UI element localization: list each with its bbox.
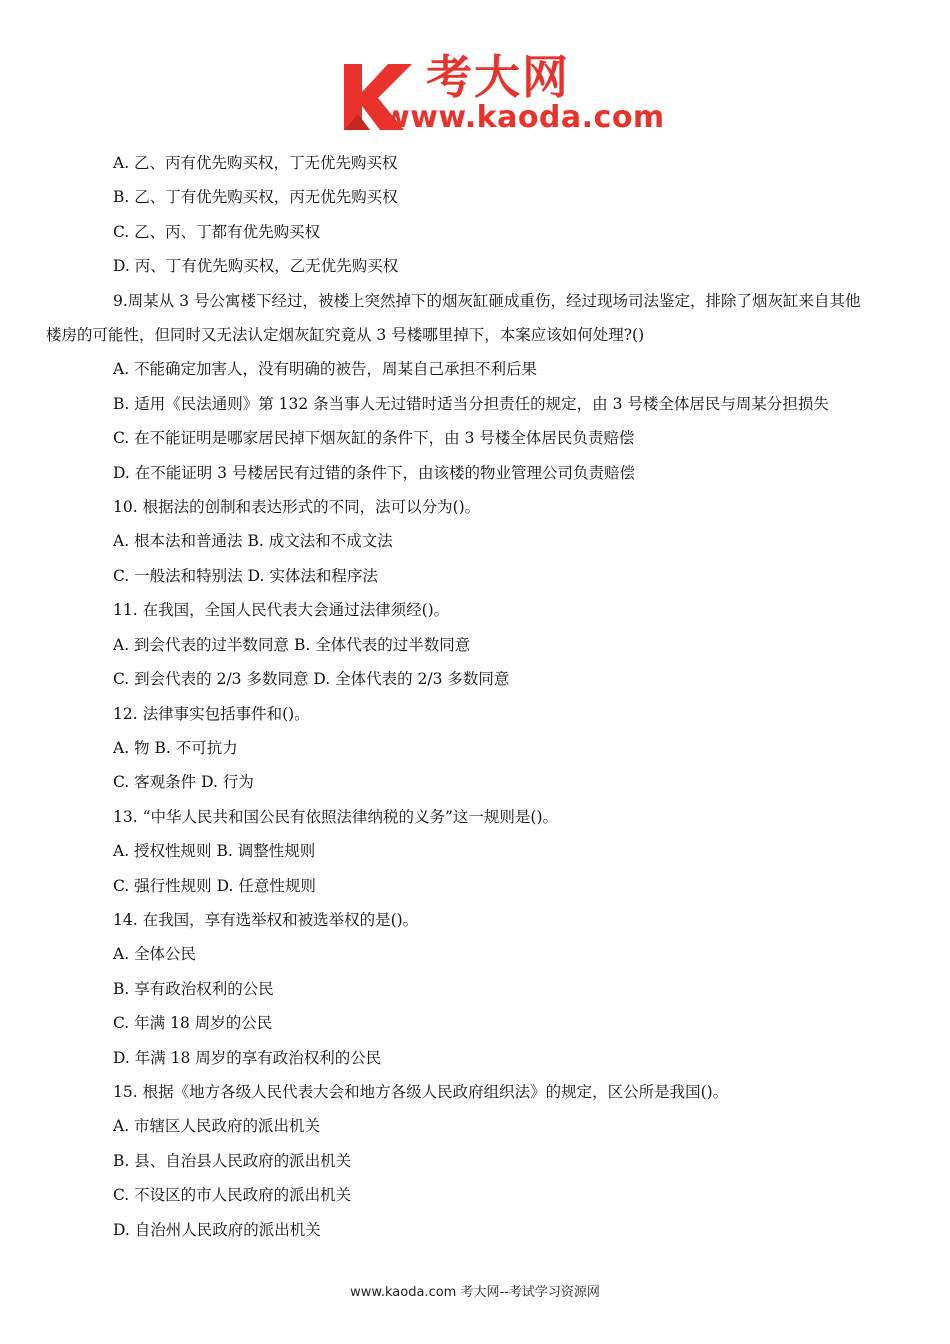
logo-site-url: www.kaoda.com: [382, 100, 665, 135]
answer-option: A. 不能确定加害人，没有明确的被告，周某自己承担不利后果: [113, 360, 538, 379]
answer-option: A. 根本法和普通法 B. 成文法和不成文法: [113, 532, 393, 551]
site-logo: [340, 50, 665, 142]
answer-option: A. 乙、丙有优先购买权，丁无优先购买权: [113, 154, 398, 172]
answer-option: D. 在不能证明 3 号楼居民有过错的条件下，由该楼的物业管理公司负责赔偿: [113, 463, 635, 482]
answer-option: C. 到会代表的 2/3 多数同意 D. 全体代表的 2/3 多数同意: [113, 670, 510, 689]
answer-option: B. 适用《民法通则》第 132 条当事人无过错时适当分担责任的规定，由 3 号楼全体居民与周某分担损失: [113, 394, 829, 413]
question-text: 14. 在我国，享有选举权和被选举权的是()。: [113, 910, 419, 929]
answer-option: C. 乙、丙、丁都有优先购买权: [113, 222, 321, 241]
answer-option: B. 享有政治权利的公民: [113, 979, 274, 998]
question-text: 15. 根据《地方各级人民代表大会和地方各级人民政府组织法》的规定，区公所是我国()。: [113, 1082, 729, 1101]
question-text: 9.周某从 3 号公寓楼下经过，被楼上突然掉下的烟灰缸砸成重伤，经过现场司法鉴定，排除了烟灰缸来自其他: [113, 291, 861, 310]
answer-option: B. 乙、丁有优先购买权，丙无优先购买权: [113, 188, 398, 207]
answer-option: A. 授权性规则 B. 调整性规则: [113, 842, 316, 861]
logo-site-name: 考大网: [426, 50, 570, 104]
question-content: [0, 146, 950, 1247]
question-text: 13. “中华人民共和国公民有依照法律纳税的义务”这一规则是()。: [113, 807, 559, 826]
page-footer: www.kaoda.com 考大网--考试学习资源网: [350, 1285, 600, 1300]
answer-option: C. 在不能证明是哪家居民掉下烟灰缸的条件下，由 3 号楼全体居民负责赔偿: [113, 429, 635, 448]
answer-option: D. 年满 18 周岁的享有政治权利的公民: [113, 1048, 382, 1067]
answer-option: A. 市辖区人民政府的派出机关: [113, 1117, 321, 1136]
answer-option: C. 强行性规则 D. 任意性规则: [113, 876, 316, 895]
question-text: 楼房的可能性，但同时又无法认定烟灰缸究竟从 3 号楼哪里掉下，本案应该如何处理?(): [46, 326, 645, 345]
answer-option: D. 自治州人民政府的派出机关: [113, 1220, 321, 1239]
question-text: 12. 法律事实包括事件和()。: [113, 704, 310, 723]
answer-option: B. 县、自治县人民政府的派出机关: [113, 1151, 352, 1170]
answer-option: C. 不设区的市人民政府的派出机关: [113, 1186, 352, 1205]
answer-option: A. 到会代表的过半数同意 B. 全体代表的过半数同意: [113, 635, 471, 654]
answer-option: C. 年满 18 周岁的公民: [113, 1014, 273, 1033]
question-text: 10. 根据法的创制和表达形式的不同，法可以分为()。: [113, 498, 481, 517]
answer-option: A. 物 B. 不可抗力: [113, 738, 238, 757]
answer-option: A. 全体公民: [113, 945, 197, 964]
question-text: 11. 在我国，全国人民代表大会通过法律须经()。: [113, 601, 450, 620]
answer-option: C. 一般法和特别法 D. 实体法和程序法: [113, 566, 378, 585]
answer-option: C. 客观条件 D. 行为: [113, 773, 254, 792]
answer-option: D. 丙、丁有优先购买权，乙无优先购买权: [113, 257, 399, 276]
